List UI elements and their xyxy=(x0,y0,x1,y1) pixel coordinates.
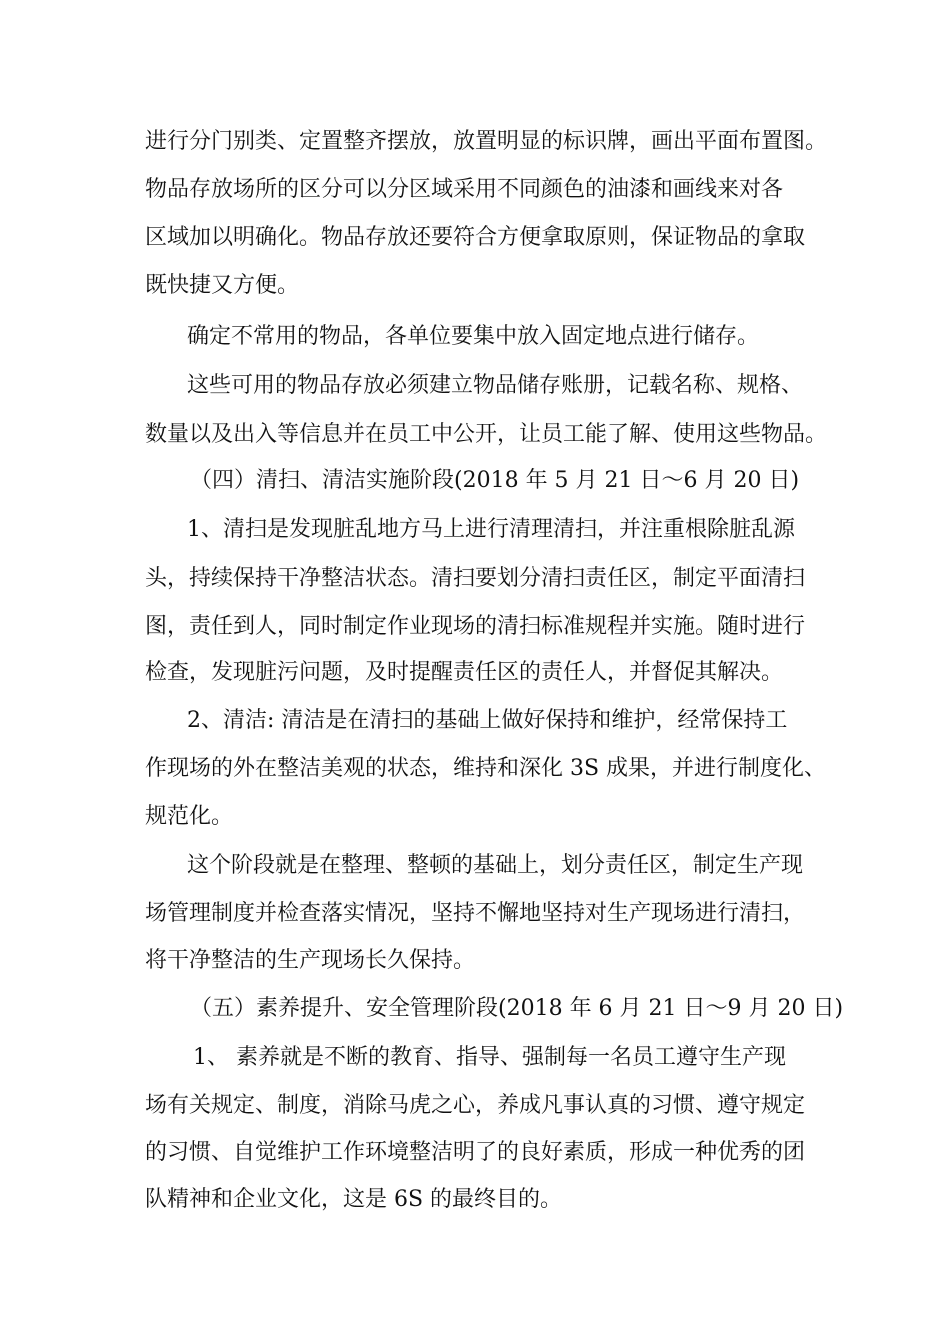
text-line: 确定不常用的物品，各单位要集中放入固定地点进行储存。 xyxy=(187,324,760,349)
text-line: 规范化。 xyxy=(145,804,234,829)
text-line: 的习惯、自觉维护工作环境整洁明了的良好素质，形成一种优秀的团 xyxy=(145,1140,806,1165)
text-line: 图，责任到人，同时制定作业现场的清扫标准规程并实施。随时进行 xyxy=(145,614,806,639)
text-line: 2、清洁: 清洁是在清扫的基础上做好保持和维护，经常保持工 xyxy=(187,708,788,733)
text-line: 1、 素养就是不断的教育、指导、强制每一名员工遵守生产现 xyxy=(193,1045,786,1070)
text-line: 场有关规定、制度，消除马虎之心，养成凡事认真的习惯、遵守规定 xyxy=(145,1093,806,1118)
text-line: 物品存放场所的区分可以分区域采用不同颜色的油漆和画线来对各 xyxy=(145,177,784,202)
text-line: 头，持续保持干净整洁状态。清扫要划分清扫责任区，制定平面清扫 xyxy=(145,566,806,591)
text-line: 作现场的外在整洁美观的状态，维持和深化 3S 成果，并进行制度化、 xyxy=(145,756,827,781)
text-line: 区域加以明确化。物品存放还要符合方便拿取原则，保证物品的拿取 xyxy=(145,225,806,250)
text-line: 这些可用的物品存放必须建立物品储存账册，记载名称、规格、 xyxy=(187,373,804,398)
text-line: 将干净整洁的生产现场长久保持。 xyxy=(145,948,476,973)
text-line: 既快捷又方便。 xyxy=(145,273,300,298)
text-line: 数量以及出入等信息并在员工中公开，让员工能了解、使用这些物品。 xyxy=(145,422,828,447)
text-line: 队精神和企业文化，这是 6S 的最终目的。 xyxy=(145,1187,563,1212)
text-line: 检查，发现脏污问题，及时提醒责任区的责任人，并督促其解决。 xyxy=(145,660,784,685)
section-heading: （五）素养提升、安全管理阶段(2018 年 6 月 21 日～9 月 20 日) xyxy=(190,996,844,1021)
text-line: 场管理制度并检查落实情况，坚持不懈地坚持对生产现场进行清扫， xyxy=(145,901,806,926)
text-line: 这个阶段就是在整理、整顿的基础上，划分责任区，制定生产现 xyxy=(187,853,804,878)
section-heading: （四）清扫、清洁实施阶段(2018 年 5 月 21 日～6 月 20 日) xyxy=(190,468,800,493)
text-line: 1、清扫是发现脏乱地方马上进行清理清扫，并注重根除脏乱源 xyxy=(187,517,795,542)
text-line: 进行分门别类、定置整齐摆放，放置明显的标识牌，画出平面布置图。 xyxy=(145,129,828,154)
